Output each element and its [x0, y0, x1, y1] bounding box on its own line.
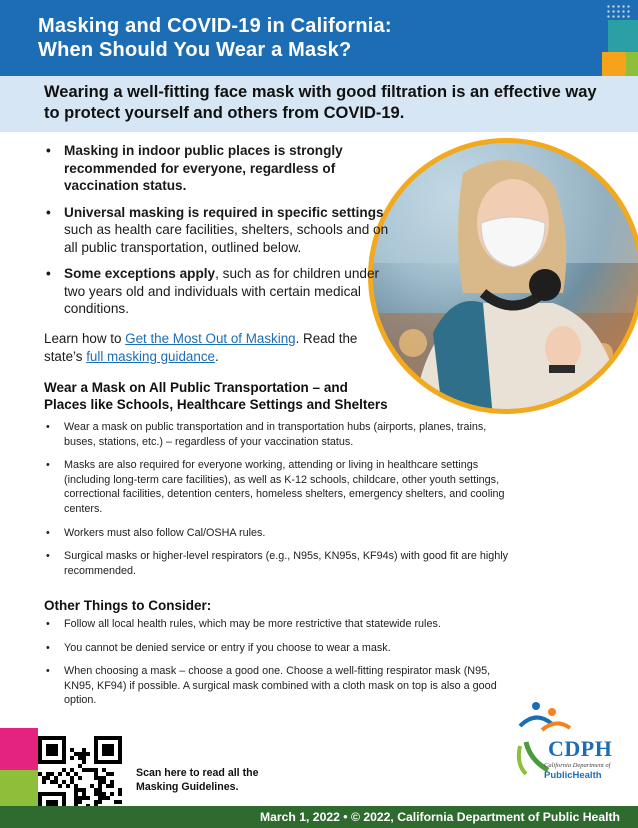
key-point: • Universal masking is required in specific settings such as health care facilities, shelters, schools and on all public transportation, outlined below.	[44, 204, 389, 257]
learn-more-paragraph: Learn how to Get the Most Out of Masking. Read the state’s full masking guidance.	[44, 331, 358, 364]
pink-accent	[0, 728, 38, 770]
transportation-list	[44, 420, 514, 587]
list-item: • Masks are also required for everyone working, attending or living in healthcare settings (including long-term care facilities), as well as K-12 schools, childcare, other youth settings, correctional facilities, detention centers, homeless shelters, emergency shelters, and cooling centers.	[44, 458, 514, 516]
list-item: • Follow all local health rules, which may be more restrictive that statewide rules.	[44, 617, 514, 632]
header-decoration	[568, 0, 638, 76]
masked-woman-photo	[368, 138, 638, 414]
key-points-list	[44, 142, 389, 327]
cdph-dept-name: California Department of	[544, 762, 611, 769]
green-square	[626, 52, 638, 76]
intro-banner	[0, 76, 638, 132]
teal-square	[608, 20, 638, 52]
dot-pattern	[606, 4, 630, 20]
intro-text: Wearing a well-fitting face mask with good filtration is an effective way to protect yourself and others from COVID-19.	[44, 83, 597, 122]
qr-caption: Scan here to read all the Masking Guidelines.	[136, 767, 259, 793]
section-heading-transportation: Wear a Mask on All Public Transportation – and Places like Schools, Healthcare Settings and Shelters	[44, 380, 388, 412]
title-line-2: When Should You Wear a Mask?	[38, 39, 352, 61]
guidance-link[interactable]: full masking guidance	[86, 348, 215, 364]
orange-square	[602, 52, 626, 76]
footer-text: March 1, 2022 • © 2022, California Department of Public Health	[259, 810, 620, 824]
list-item: • Surgical masks or higher-level respirators (e.g., N95s, KN95s, KF94s) with good fit are highly recommended.	[44, 549, 514, 578]
title-line-1: Masking and COVID-19 in California:	[38, 15, 392, 37]
page-title	[38, 14, 392, 62]
other-things-list	[44, 617, 514, 717]
footer-bar	[0, 806, 638, 828]
header-banner	[0, 0, 638, 76]
masking-link[interactable]: Get the Most Out of Masking	[125, 331, 296, 346]
green-accent	[0, 770, 38, 810]
list-item: • You cannot be denied service or entry if you choose to wear a mask.	[44, 641, 514, 656]
cdph-acronym: CDPH	[548, 736, 613, 761]
cdph-public-health: PublicHealth	[544, 770, 602, 781]
section-heading-other: Other Things to Consider:	[44, 598, 212, 613]
list-item: • Workers must also follow Cal/OSHA rules.	[44, 526, 514, 541]
list-item: • When choosing a mask – choose a good one. Choose a well-fitting respirator mask (N95, KN95, KF94) if possible. A surgical mask combined with a cloth mask on top is also a good option.	[44, 664, 514, 708]
key-point: • Masking in indoor public places is strongly recommended for everyone, regardless of vaccination status.	[44, 142, 389, 195]
key-point: • Some exceptions apply, such as for children under two years old and individuals with certain medical conditions.	[44, 265, 389, 318]
list-item: • Wear a mask on public transportation and in transportation hubs (airports, planes, trains, buses, stations, etc.) – regardless of your vaccination status.	[44, 420, 514, 449]
